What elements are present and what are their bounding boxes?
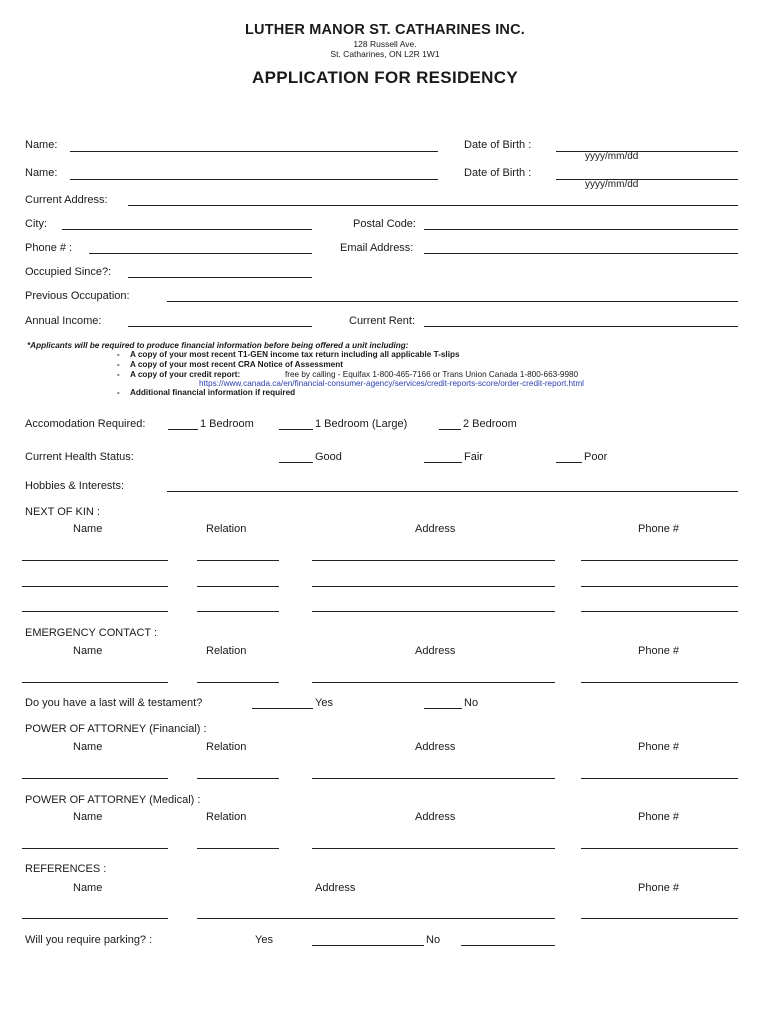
occupied-since-field[interactable] <box>128 277 312 278</box>
column-relation: Relation <box>206 811 247 823</box>
city-field[interactable] <box>62 229 312 230</box>
accommodation-1-bedroom-label: 1 Bedroom <box>200 418 254 430</box>
column-address: Address <box>415 523 456 535</box>
dob-label: Date of Birth : <box>464 139 532 151</box>
health-good-check[interactable] <box>279 462 313 463</box>
will-yes-label: Yes <box>315 697 333 709</box>
kin-2-address-field[interactable] <box>312 586 555 587</box>
dob-hint: yyyy/mm/dd <box>585 151 639 162</box>
kin-2-phone-field[interactable] <box>581 586 738 587</box>
health-fair-label: Fair <box>464 451 483 463</box>
kin-1-phone-field[interactable] <box>581 560 738 561</box>
city-label: City: <box>25 218 47 230</box>
current-rent-field[interactable] <box>424 326 738 327</box>
references-heading: REFERENCES : <box>25 863 107 875</box>
reference-address-field[interactable] <box>197 918 555 919</box>
column-relation: Relation <box>206 523 247 535</box>
phone-field[interactable] <box>89 253 312 254</box>
address-line-1: 128 Russell Ave. <box>353 39 417 49</box>
column-phone: Phone # <box>638 811 679 823</box>
accommodation-2-bedroom-check[interactable] <box>439 429 461 430</box>
will-no-label: No <box>464 697 479 709</box>
column-name: Name <box>73 741 103 753</box>
health-fair-check[interactable] <box>424 462 462 463</box>
previous-occupation-field[interactable] <box>167 301 738 302</box>
accommodation-1-bedroom-large-check[interactable] <box>279 429 313 430</box>
hobbies-field[interactable] <box>167 491 738 492</box>
org-name: LUTHER MANOR ST. CATHARINES INC. <box>244 22 526 38</box>
emergency-relation-field[interactable] <box>197 682 279 683</box>
column-phone: Phone # <box>638 882 679 894</box>
column-phone: Phone # <box>638 645 679 657</box>
emergency-address-field[interactable] <box>312 682 555 683</box>
dob-field[interactable] <box>556 151 738 152</box>
poa-medical-heading: POWER OF ATTORNEY (Medical) : <box>25 794 201 806</box>
column-address: Address <box>315 882 356 894</box>
kin-1-relation-field[interactable] <box>197 560 279 561</box>
financial-item-3-label: A copy of your credit report: <box>130 370 241 379</box>
parking-yes-check[interactable] <box>312 945 424 946</box>
accommodation-1-bedroom-check[interactable] <box>168 429 198 430</box>
parking-no-check[interactable] <box>461 945 555 946</box>
phone-label: Phone # : <box>25 242 73 254</box>
name-label: Name: <box>25 139 58 151</box>
column-address: Address <box>415 645 456 657</box>
annual-income-field[interactable] <box>128 326 312 327</box>
poa-financial-address-field[interactable] <box>312 778 555 779</box>
address-line-2: St. Catharines, ON L2R 1W1 <box>330 49 440 59</box>
column-name: Name <box>73 645 103 657</box>
column-name: Name <box>73 882 103 894</box>
dob-field-2[interactable] <box>556 179 738 180</box>
reference-phone-field[interactable] <box>581 918 738 919</box>
health-label: Current Health Status: <box>25 451 134 463</box>
will-no-check[interactable] <box>424 708 462 709</box>
kin-3-relation-field[interactable] <box>197 611 279 612</box>
accommodation-label: Accomodation Required: <box>25 418 146 430</box>
poa-financial-heading: POWER OF ATTORNEY (Financial) : <box>25 723 207 735</box>
kin-3-phone-field[interactable] <box>581 611 738 612</box>
will-question: Do you have a last will & testament? <box>25 697 203 709</box>
email-field[interactable] <box>424 253 738 254</box>
email-label: Email Address: <box>340 242 414 254</box>
health-poor-label: Poor <box>584 451 608 463</box>
annual-income-label: Annual Income: <box>25 315 102 327</box>
emergency-contact-heading: EMERGENCY CONTACT : <box>25 627 158 639</box>
column-relation: Relation <box>206 741 247 753</box>
kin-1-name-field[interactable] <box>22 560 168 561</box>
credit-report-link[interactable]: https://www.canada.ca/en/financial-consumer-agency/services/credit-reports-score/order-credit-report.html <box>199 379 584 388</box>
financial-item-1: A copy of your most recent T1-GEN income tax return including all applicable T-slips <box>130 350 460 359</box>
bullet: - <box>117 370 120 379</box>
hobbies-label: Hobbies & Interests: <box>25 480 125 492</box>
name-label-2: Name: <box>25 167 58 179</box>
bullet: - <box>117 350 120 359</box>
accommodation-1-bedroom-large-label: 1 Bedroom (Large) <box>315 418 408 430</box>
financial-item-3-detail: free by calling - Equifax 1-800-465-7166 or Trans Union Canada 1-800-663-9980 <box>285 370 579 379</box>
will-yes-check[interactable] <box>252 708 313 709</box>
current-address-field[interactable] <box>128 205 738 206</box>
kin-1-address-field[interactable] <box>312 560 555 561</box>
kin-3-name-field[interactable] <box>22 611 168 612</box>
health-good-label: Good <box>315 451 342 463</box>
kin-3-address-field[interactable] <box>312 611 555 612</box>
reference-name-field[interactable] <box>22 918 168 919</box>
financial-note-intro: *Applicants will be required to produce financial information before being offered a unit including: <box>27 341 409 350</box>
next-of-kin-heading: NEXT OF KIN : <box>25 506 100 518</box>
form-title: APPLICATION FOR RESIDENCY <box>252 68 518 87</box>
postal-code-field[interactable] <box>424 229 738 230</box>
postal-code-label: Postal Code: <box>353 218 416 230</box>
dob-label-2: Date of Birth : <box>464 167 532 179</box>
name-field-2[interactable] <box>70 179 438 180</box>
column-address: Address <box>415 811 456 823</box>
column-address: Address <box>415 741 456 753</box>
current-address-label: Current Address: <box>25 194 108 206</box>
current-rent-label: Current Rent: <box>349 315 416 327</box>
name-field[interactable] <box>70 151 438 152</box>
column-phone: Phone # <box>638 741 679 753</box>
column-name: Name <box>73 523 103 535</box>
poa-medical-name-field[interactable] <box>22 848 168 849</box>
kin-2-name-field[interactable] <box>22 586 168 587</box>
column-phone: Phone # <box>638 523 679 535</box>
occupied-since-label: Occupied Since?: <box>25 266 112 278</box>
column-name: Name <box>73 811 103 823</box>
kin-2-relation-field[interactable] <box>197 586 279 587</box>
emergency-name-field[interactable] <box>22 682 168 683</box>
dob-hint-2: yyyy/mm/dd <box>585 179 639 190</box>
emergency-phone-field[interactable] <box>581 682 738 683</box>
previous-occupation-label: Previous Occupation: <box>25 290 130 302</box>
poa-financial-name-field[interactable] <box>22 778 168 779</box>
accommodation-2-bedroom-label: 2 Bedroom <box>463 418 517 430</box>
financial-item-2: A copy of your most recent CRA Notice of Assessment <box>130 360 343 369</box>
poa-financial-phone-field[interactable] <box>581 778 738 779</box>
poa-financial-relation-field[interactable] <box>197 778 279 779</box>
health-poor-check[interactable] <box>556 462 582 463</box>
poa-medical-address-field[interactable] <box>312 848 555 849</box>
poa-medical-phone-field[interactable] <box>581 848 738 849</box>
bullet: - <box>117 360 120 369</box>
financial-item-4: Additional financial information if required <box>130 388 296 397</box>
parking-no-label: No <box>426 934 441 946</box>
bullet: - <box>117 388 120 397</box>
parking-question: Will you require parking? : <box>25 934 153 946</box>
poa-medical-relation-field[interactable] <box>197 848 279 849</box>
column-relation: Relation <box>206 645 247 657</box>
parking-yes-label: Yes <box>255 934 273 946</box>
